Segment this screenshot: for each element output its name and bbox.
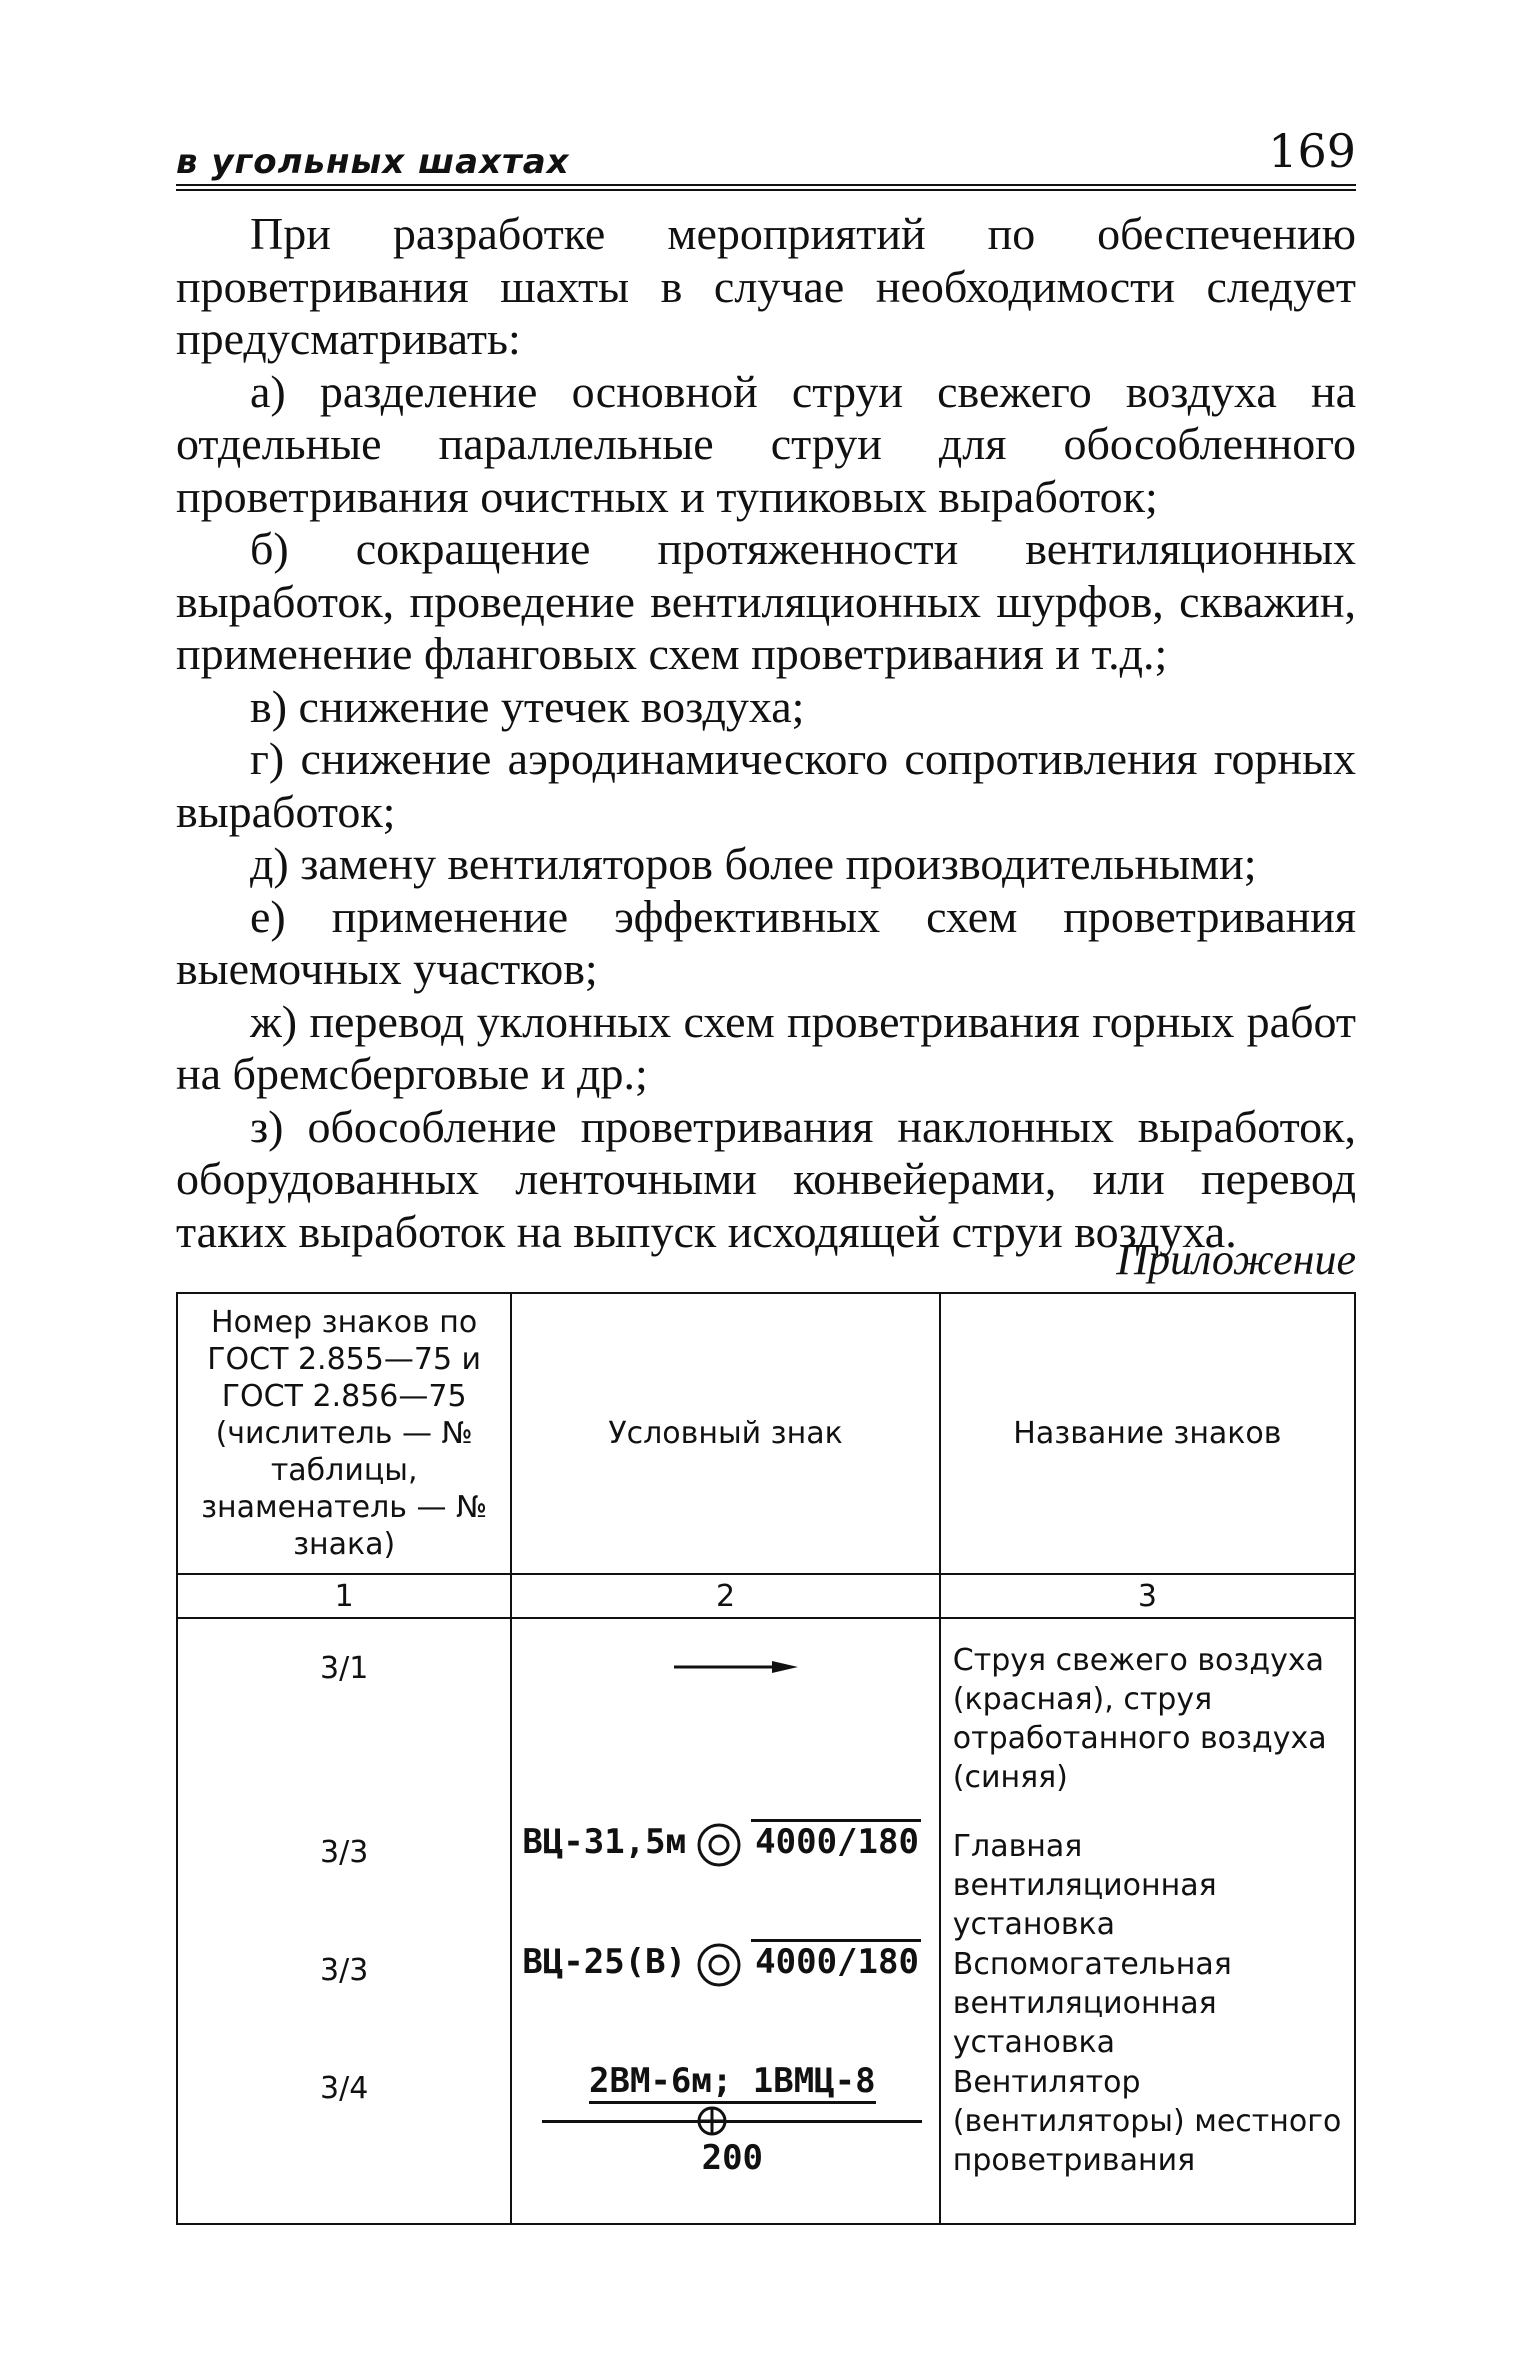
paragraph: ж) перевод уклонных схем проветривания горных работ на бремсберговые и др.; [176,995,1356,1099]
paragraph: б) сокращение протяженности вентиляционных выработок, проведение вентиляционных шурфов, скважин, применение фланговых схем проветривания и т.д.; [176,523,1356,679]
appendix-label: Приложение [1116,1235,1356,1284]
paragraph: г) снижение аэродинамического сопротивления горных выработок; [176,733,1356,837]
air-flow-arrow-icon [672,1657,802,1677]
column-number: 1 [177,1574,511,1618]
header-name: Название знаков [940,1293,1355,1574]
row-name: Струя свежего воздуха (красная), струя отработанного воздуха (синяя) [952,1643,1327,1795]
symbols-cell [511,1618,939,2224]
row-code: 3/3 [320,1953,369,1988]
header-rule [176,184,1356,191]
column-number-row [177,1574,1355,1618]
row-code: 3/3 [320,1835,369,1870]
header-code: Номер знаков по ГОСТ 2.855—75 и ГОСТ 2.856—75 (числитель — № таблицы, знаменатель — № знака) [177,1293,511,1574]
running-title: в угольных шахтах [176,142,570,182]
paragraph: а) разделение основной струи свежего воздуха на отдельные параллельные струи для обособленного проветривания очистных и тупиковых выработок; [176,365,1356,522]
row-name: Вентилятор (вентиляторы) местного проветривания [952,2065,1342,2178]
auxiliary-fan-symbol [522,1939,921,1988]
codes-cell [177,1618,511,2224]
row-code: 3/4 [320,2071,369,2106]
row-name: Главная вентиляционная установка [952,1829,1217,1942]
column-number: 2 [511,1574,939,1618]
page-number: 169 [1268,124,1356,178]
table-header-row [177,1293,1355,1574]
symbols-table [176,1292,1356,2225]
names-cell [940,1618,1355,2224]
page-header [176,118,1356,198]
main-fan-symbol [522,1819,921,1868]
fan-circle-icon [696,1942,742,1988]
body-text [176,208,1356,1258]
symbol-numerator: 2ВМ-6м; 1ВМЦ-8 [589,2061,876,2104]
paragraph: з) обособление проветривания наклонных выработок, оборудованных ленточными конвейерами, или перевод таких выработок на выпуск исходящей струи воздуха. [176,1100,1356,1257]
column-number: 3 [940,1574,1355,1618]
symbol-denominator: 200 [701,2138,764,2178]
paragraph: д) замену вентиляторов более производительными; [250,838,1257,889]
symbol-label: ВЦ-25(В) [522,1942,687,1982]
paragraph: е) применение эффективных схем проветривания выемочных участков; [176,890,1356,994]
fan-circle-icon [696,1822,742,1868]
table-body-row [177,1618,1355,2224]
header-symbol: Условный знак [511,1293,939,1574]
row-code: 3/1 [320,1651,369,1686]
symbol-fraction: 4000/180 [751,1819,921,1862]
row-name: Вспомогательная вентиляционная установка [952,1947,1232,2060]
symbol-label: ВЦ-31,5м [522,1822,687,1862]
symbol-fraction: 4000/180 [751,1939,921,1982]
paragraph: в) снижение утечек воздуха; [250,680,805,732]
paragraph: При разработке мероприятий по обеспечению проветривания шахты в случае необходимости следует предусматривать: [176,208,1356,364]
local-fan-symbol [542,2061,922,2178]
